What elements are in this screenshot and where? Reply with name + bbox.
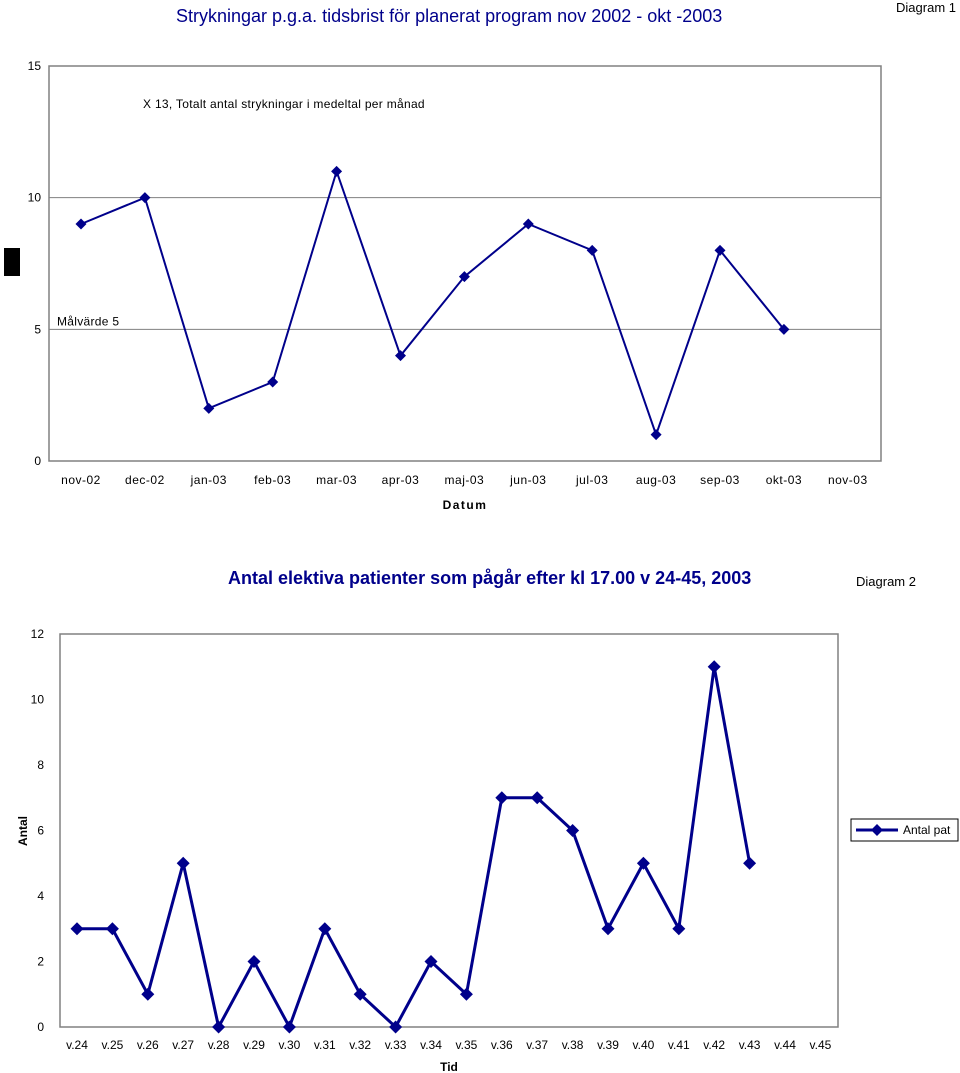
x-tick-label: v.28 [207, 1038, 230, 1052]
diagram1-tag: Diagram 1 [896, 0, 956, 15]
data-point [248, 955, 261, 968]
y-tick-label: 8 [37, 758, 44, 772]
x-tick-label: sep-03 [700, 473, 740, 487]
x-tick-label: v.44 [774, 1038, 796, 1052]
data-point [318, 922, 331, 935]
x-tick-label: jan-03 [190, 473, 227, 487]
x-tick-label: v.25 [101, 1038, 124, 1052]
x-tick-label: v.34 [420, 1038, 442, 1052]
chart2-page-title: Antal elektiva patienter som pågår efter kl 17.00 v 24-45, 2003 [228, 568, 752, 588]
x-tick-label: v.36 [490, 1038, 513, 1052]
data-point [283, 1021, 296, 1034]
x-tick-label: v.42 [703, 1038, 726, 1052]
x-tick-label: v.30 [278, 1038, 301, 1052]
y-tick-label: 10 [27, 190, 41, 205]
target-value-label: Målvärde 5 [57, 314, 120, 329]
x-tick-label: maj-03 [444, 473, 485, 487]
chart1-page-title: Strykningar p.g.a. tidsbrist för planerat program nov 2002 - okt -2003 [176, 6, 723, 26]
x-tick-label: nov-02 [61, 473, 101, 487]
x-tick-label: v.31 [313, 1038, 336, 1052]
data-point [708, 660, 721, 673]
x-tick-label: nov-03 [827, 473, 868, 487]
data-point [602, 922, 615, 935]
diagram2-tag: Diagram 2 [856, 574, 916, 589]
x-tick-label: v.43 [738, 1038, 761, 1052]
data-point [141, 988, 154, 1001]
x-tick-label: aug-03 [635, 473, 677, 487]
x-tick-label: v.33 [384, 1038, 407, 1052]
data-point [71, 922, 84, 935]
legend-label: Antal pat [903, 823, 951, 837]
y-axis-label: Antal [16, 816, 30, 846]
y-tick-label: 5 [34, 322, 41, 337]
x-tick-label: v.35 [455, 1038, 478, 1052]
chart1-subtitle: X 13, Totalt antal strykningar i medeltal per månad [143, 97, 425, 111]
y-tick-label: 6 [37, 823, 44, 838]
series-line [77, 667, 750, 1027]
x-tick-label: v.24 [66, 1038, 88, 1052]
x-tick-label: v.39 [597, 1038, 619, 1052]
x-tick-label: v.27 [172, 1038, 195, 1052]
data-point [672, 922, 685, 935]
x-tick-label: v.41 [667, 1038, 690, 1052]
x-tick-label: v.37 [526, 1038, 549, 1052]
plot-area-frame [60, 634, 838, 1027]
x-tick-label: dec-02 [125, 473, 165, 487]
x-tick-label: v.38 [561, 1038, 584, 1052]
x-tick-label: v.40 [632, 1038, 655, 1052]
x-tick-label: jun-03 [510, 473, 547, 487]
x-tick-label: v.26 [136, 1038, 159, 1052]
x-tick-label: mar-03 [316, 473, 358, 487]
x-tick-label: feb-03 [254, 473, 292, 487]
x-axis-label: Tid [440, 1060, 458, 1073]
data-point [495, 791, 508, 804]
x-axis-label: Datum [442, 498, 488, 512]
x-tick-label: apr-03 [381, 473, 420, 487]
y-tick-label: 4 [37, 889, 44, 903]
x-tick-label: okt-03 [765, 473, 803, 487]
y-tick-label: 10 [30, 692, 44, 707]
data-point [637, 857, 650, 870]
x-tick-label: v.45 [809, 1038, 832, 1052]
y-tick-label: 15 [27, 59, 41, 73]
x-tick-label: v.29 [243, 1038, 265, 1052]
data-point [177, 857, 190, 870]
y-tick-label: 0 [34, 454, 41, 468]
x-tick-label: v.32 [349, 1038, 372, 1052]
x-tick-label: jul-03 [576, 473, 609, 487]
data-point [106, 922, 119, 935]
y-tick-label: 2 [37, 954, 44, 969]
data-point [743, 857, 756, 870]
data-point [212, 1021, 225, 1034]
y-tick-label: 0 [37, 1020, 44, 1034]
y-tick-label: 12 [30, 627, 44, 641]
